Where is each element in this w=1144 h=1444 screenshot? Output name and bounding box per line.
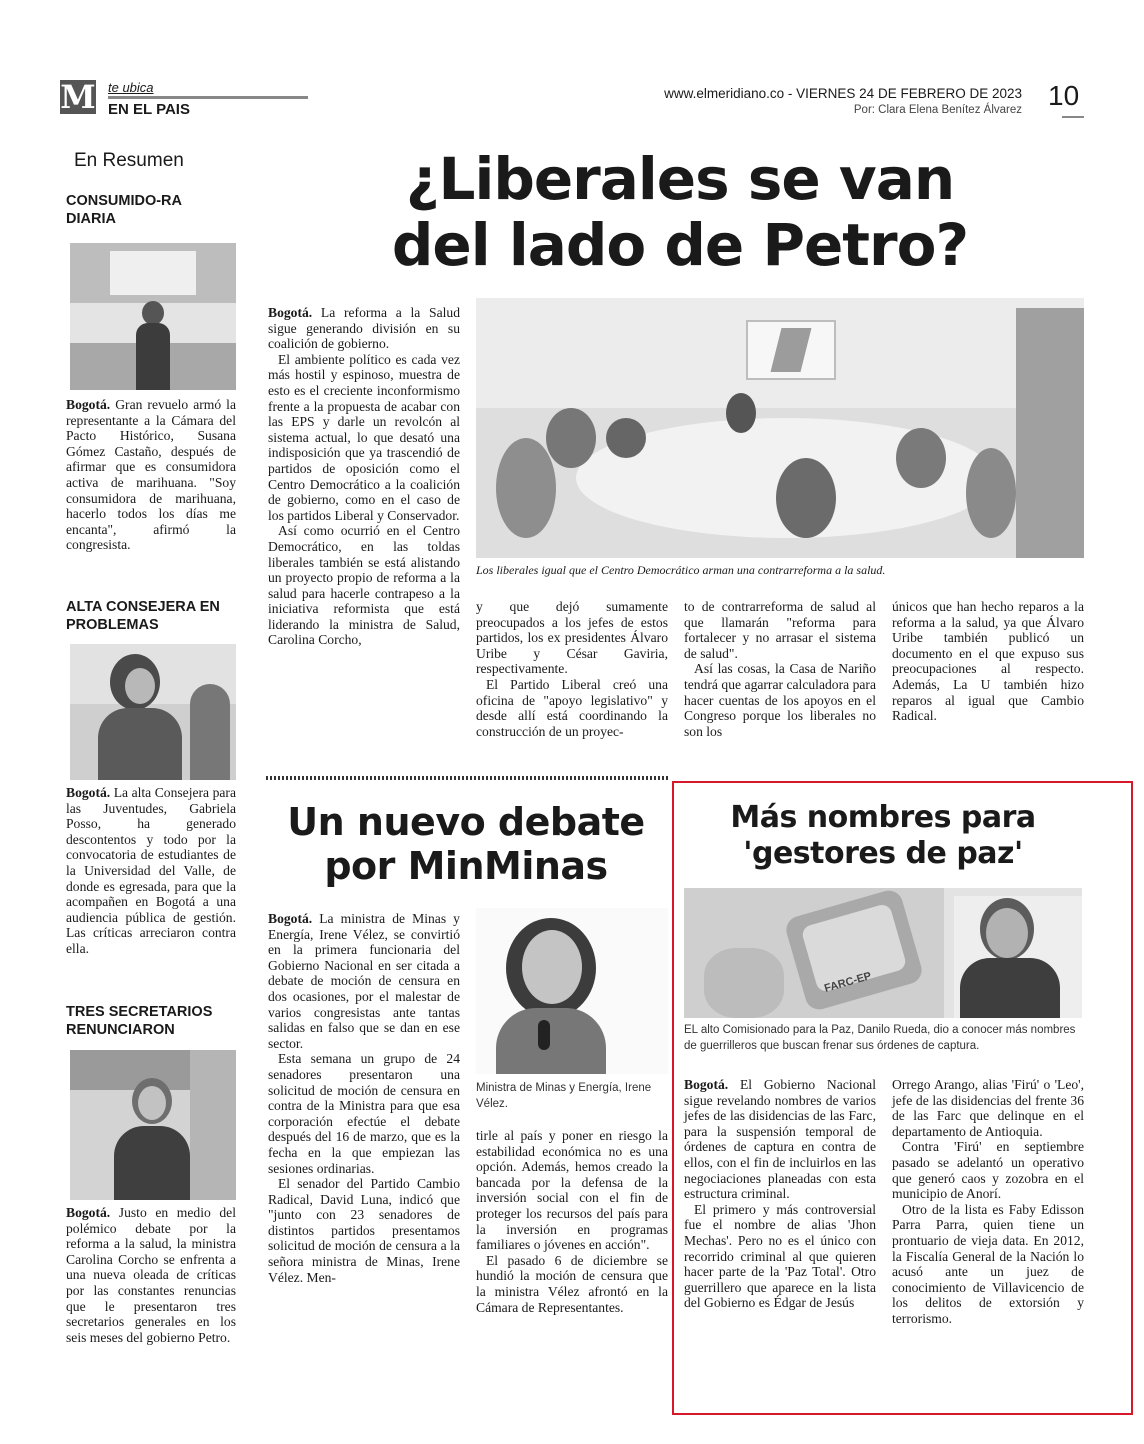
paragraph: La reforma a la Salud sigue generando división en su coalición de gobierno. — [268, 305, 460, 352]
paragraph: El pasado 6 de diciembre se hundió la moción de censura que la ministra Vélez afrontó en la Cámara de Representantes. — [476, 1252, 668, 1315]
minminas-headline — [266, 800, 666, 888]
sidebar-photo-1 — [70, 243, 236, 390]
sidebar-heading-3: TRES SECRETARIOS RENUNCIARON — [66, 1004, 213, 1038]
paragraph: Esta semana un grupo de 24 senadores presentaron una solicitud de moción de censura en contra de la Ministra para que esa corporación efectúe el debate después del 16 de marzo, que es la fecha en la que empiezan las sesiones ordinarias. — [268, 1051, 460, 1176]
page-number-rule — [1062, 116, 1084, 118]
minminas-photo-caption: Ministra de Minas y Energía, Irene Vélez. — [476, 1082, 652, 1110]
paragraph: y que dejó sumamente preocupados a los jefes de estos partidos, los ex presidentes Álvaro Uribe y César Gaviria, respectivamente. — [476, 599, 668, 677]
gestores-headline — [684, 800, 1082, 872]
gestores-col-1 — [684, 1077, 876, 1311]
paragraph: Así como ocurrió en el Centro Democrático, en las toldas liberales también se está alistando un proyecto propio de reforma a la salud para hacerle contrapeso a la iniciativa reformista que está liderando la ministra de Salud, Carolina Corcho, — [268, 523, 460, 648]
main-headline — [350, 146, 1010, 278]
paragraph: tirle al país y poner en riesgo la estabilidad económica no es una opción. Además, hemos creado la bancada por la defensa de la inversión social con el fin de proteger los recursos del país para la inversión en programas familiares o jóvenes en acción". — [476, 1128, 668, 1253]
paragraph: El Partido Liberal creó una oficina de "apoyo legislativo" y desde allí está coordinando la construcción de un proyec- — [476, 676, 668, 739]
sidebar-text-2: Bogotá. La alta Consejera para las Juventudes, Gabriela Posso, ha generado descontentos y todo por la convocatoria de estudiantes de la Universidad del Valle, de donde es egresada, para que la acompañen en Bogotá a una audiencia pública de gestión. Las críticas arreciaron contra ella. — [66, 785, 236, 956]
dateline: Bogotá. — [66, 397, 111, 412]
main-article-col-1 — [268, 305, 460, 648]
gestores-col-2 — [892, 1077, 1084, 1327]
paragraph: Así las cosas, la Casa de Nariño tendrá que agarrar calculadora para hacer cuentas de los apoyos en el Congreso porque los liberales no son los — [684, 661, 876, 739]
sidebar-text-3: Bogotá. Justo en medio del polémico debate por la reforma a la salud, la ministra Carolina Corcho se enfrenta a una nueva oleada de críticas por las constantes renuncias que le presentaron tres secretarios generales en los seis meses del gobierno Petro. — [66, 1205, 236, 1345]
dateline: Bogotá. — [268, 911, 313, 926]
gestores-headline-line-1: Más nombres para — [730, 800, 1036, 835]
minminas-col-2 — [476, 1128, 668, 1315]
minminas-headline-line-2: por MinMinas — [324, 844, 608, 888]
sidebar-text-1: Bogotá. Gran revuelo armó la representante a la Cámara del Pacto Histórico, Susana Gómez Castaño, después de afirmar que es consumidora activa de marihuana. "Soy consumidora de marihuana, hacerlo todos los días me encanta", afirmó la congresista. — [66, 397, 236, 553]
page-number: 10 — [1048, 80, 1080, 111]
section-name: EN EL PAIS — [108, 101, 190, 118]
paragraph: El senador del Partido Cambio Radical, David Luna, indicó que "junto con 23 senadores de distintos partidos presentamos solicitud de moción de censura a la señora ministra de Minas, Irene Vélez. Men- — [268, 1176, 460, 1285]
paragraph: El primero y más controversial fue el nombre de alias 'Jhon Mechas'. Pero no es el único con recorrido criminal al que quieren hacer parte de la 'Paz Total'. Otro guerrillero que aparece en la lista del Gobierno es Édgar de Jesús — [684, 1201, 876, 1311]
byline: Por: Clara Elena Benítez Álvarez — [853, 104, 1022, 116]
site-and-date[interactable]: www.elmeridiano.co - VIERNES 24 DE FEBRERO DE 2023 — [664, 86, 1022, 101]
main-article-col-2 — [476, 599, 668, 739]
paragraph: Otro de la lista es Faby Edisson Parra Parra, quien tiene un prontuario de vieja data. En 2012, la Fiscalía General de la Nación lo acusó ante un juez de conocimiento de Villavicencio de los delitos de extorsión y terrorismo. — [892, 1201, 1084, 1326]
paragraph: Orrego Arango, alias 'Firú' o 'Leo', jefe de las disidencias del frente 36 de las Farc que delinque en el departamento de Antioquia. — [892, 1077, 1084, 1139]
main-article-photo — [476, 298, 1084, 558]
minminas-headline-line-1: Un nuevo debate — [287, 800, 645, 844]
main-photo-caption: Los liberales igual que el Centro Democrático arman una contrarreforma a la salud. — [476, 563, 886, 577]
dateline: Bogotá. — [268, 305, 313, 320]
sidebar-title: En Resumen — [74, 150, 184, 171]
sidebar-heading-1: CONSUMIDO-RA DIARIA — [66, 193, 182, 227]
dateline: Bogotá. — [66, 1205, 111, 1220]
main-headline-line-2: del lado de Petro? — [391, 211, 969, 279]
sidebar-photo-3 — [70, 1050, 236, 1200]
header-rule — [108, 96, 308, 99]
sidebar-heading-2: ALTA CONSEJERA EN PROBLEMAS — [66, 599, 220, 633]
gestores-photo — [684, 888, 1082, 1018]
gestores-photo-caption: EL alto Comisionado para la Paz, Danilo Rueda, dio a conocer más nombres de guerrilleros que buscan frenar sus órdenes de captura. — [684, 1024, 1076, 1052]
main-headline-line-1: ¿Liberales se van — [405, 145, 955, 213]
paragraph: to de contrarreforma de salud al que llamarán "reforma para fortalecer y no arrasar el sistema de salud". — [684, 599, 876, 661]
paragraph: El Gobierno Nacional sigue revelando nombres de varios jefes de las disidencias de las Farc, para la suspensión temporal de órdenes de captura en contra de ellos, con el fin de incluirlos en las negociaciones planeadas con esta estructura criminal. — [684, 1077, 876, 1202]
gestores-headline-line-2: 'gestores de paz' — [743, 836, 1023, 871]
patch-text: FARC-EP — [823, 970, 873, 995]
minminas-col-1 — [268, 911, 460, 1285]
minminas-photo — [476, 908, 668, 1074]
dateline: Bogotá. — [684, 1077, 729, 1092]
newspaper-logo: M — [60, 78, 96, 116]
main-article-col-3 — [684, 599, 876, 739]
paragraph: únicos que han hecho reparos a la reforma a la salud, ya que Álvaro Uribe también publicó un documento en el que expuso sus preocupaciones al respecto. Además, La U también hizo reparos al igual que Cambio Radical. — [892, 599, 1084, 724]
dateline: Bogotá. — [66, 785, 111, 800]
paragraph: Contra 'Firú' en septiembre pasado se adelantó un operativo que generó caos y zozobra en el municipio de Anorí. — [892, 1139, 1084, 1202]
section-divider — [266, 776, 668, 780]
sidebar-photo-2 — [70, 644, 236, 780]
paragraph: La ministra de Minas y Energía, Irene Vélez, se convirtió en la primera funcionaria del Gobierno Nacional en ser citada a debate de moción de censura en dos ocasiones, por el malestar de varios congresistas ante tantas salidas en falso que se dan en ese sector. — [268, 911, 460, 1051]
paragraph: El ambiente político es cada vez más hostil y espinoso, muestra de esto es el creciente inconformismo frente a la propuesta de acabar con las EPS y darle un revolcón al sistema actual, lo que desató una indisposición que ya trascendió de partidos de oposición como el Centro Democrático a la coalición de gobierno, como en el caso de los partidos Liberal y Conservador. — [268, 351, 460, 523]
section-tagline: te ubica — [108, 80, 154, 95]
main-article-col-4 — [892, 599, 1084, 724]
